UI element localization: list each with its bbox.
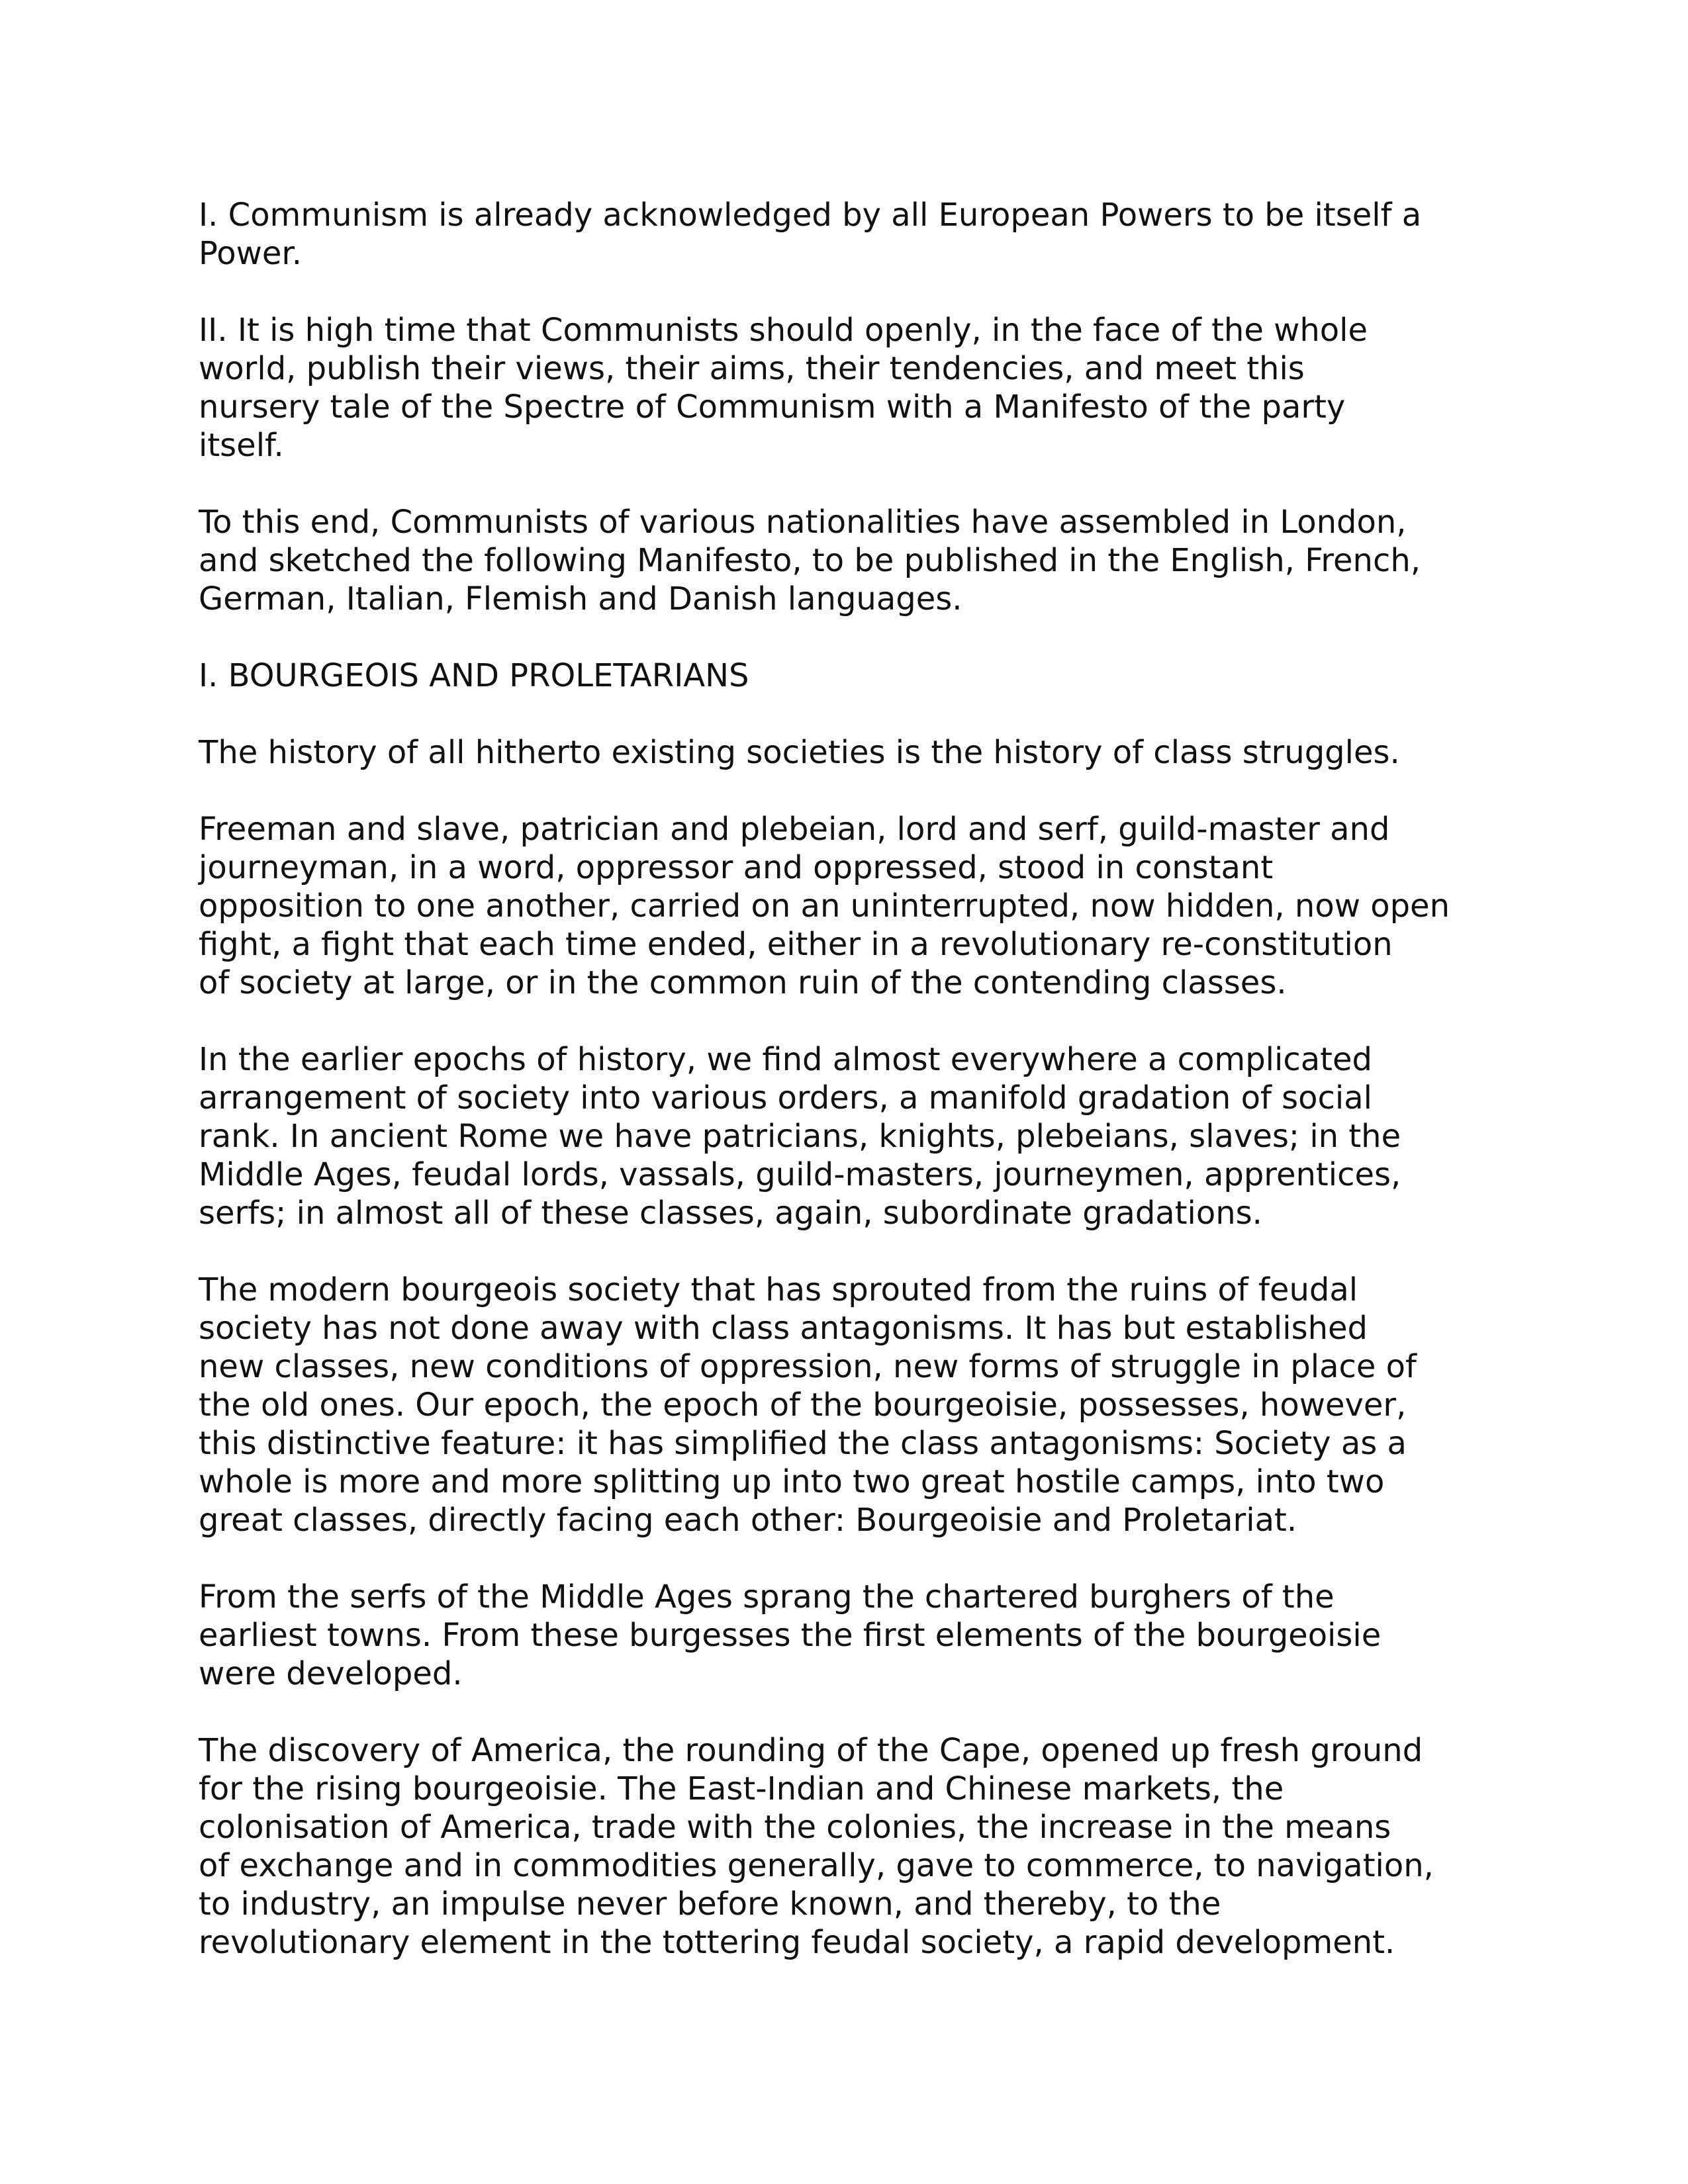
text-line: II. It is high time that Communists should openly, in the face of the whole <box>199 312 1368 349</box>
text-line: nursery tale of the Spectre of Communism with a Manifesto of the party <box>199 388 1346 426</box>
paragraph <box>199 1578 1496 1693</box>
text-line: itself. <box>199 427 284 464</box>
text-line: fight, a fight that each time ended, either in a revolutionary re-constitution <box>199 926 1393 963</box>
text-line: Middle Ages, feudal lords, vassals, guild-masters, journeymen, apprentices, <box>199 1156 1401 1193</box>
text-line: colonisation of America, trade with the colonies, the increase in the means <box>199 1809 1391 1846</box>
text-line: of society at large, or in the common ruin of the contending classes. <box>199 964 1287 1001</box>
paragraph <box>199 1040 1496 1232</box>
text-line: and sketched the following Manifesto, to be published in the English, French, <box>199 542 1421 579</box>
text-line: for the rising bourgeoisie. The East-Indian and Chinese markets, the <box>199 1770 1284 1807</box>
paragraph <box>199 1271 1496 1539</box>
text-line: Freeman and slave, patrician and plebeian, lord and serf, guild-master and <box>199 811 1390 848</box>
text-line: I. Communism is already acknowledged by all European Powers to be itself a <box>199 197 1422 234</box>
text-line: The modern bourgeois society that has sprouted from the ruins of feudal <box>199 1271 1358 1308</box>
text-line: were developed. <box>199 1655 463 1692</box>
text-line: opposition to one another, carried on an uninterrupted, now hidden, now open <box>199 887 1450 925</box>
text-line: world, publish their views, their aims, their tendencies, and meet this <box>199 350 1305 387</box>
text-line: new classes, new conditions of oppression, new forms of struggle in place of <box>199 1348 1417 1385</box>
document-body <box>199 196 1496 2000</box>
text-line: great classes, directly facing each other: Bourgeoisie and Proletariat. <box>199 1502 1297 1539</box>
text-line: To this end, Communists of various nationalities have assembled in London, <box>199 504 1407 541</box>
text-line: In the earlier epochs of history, we find almost everywhere a complicated <box>199 1041 1372 1078</box>
paragraph <box>199 503 1496 618</box>
paragraph <box>199 733 1496 772</box>
text-line: earliest towns. From these burgesses the first elements of the bourgeoisie <box>199 1617 1382 1654</box>
text-line: The history of all hitherto existing societies is the history of class struggles. <box>199 734 1400 771</box>
text-line: I. BOURGEOIS AND PROLETARIANS <box>199 657 749 694</box>
paragraph <box>199 311 1496 465</box>
text-line: arrangement of society into various orders, a manifold gradation of social <box>199 1079 1372 1116</box>
paragraph <box>199 810 1496 1002</box>
text-line: Power. <box>199 235 302 272</box>
text-line: of exchange and in commodities generally, gave to commerce, to navigation, <box>199 1847 1434 1884</box>
paragraph <box>199 196 1496 273</box>
text-line: rank. In ancient Rome we have patricians, knights, plebeians, slaves; in the <box>199 1118 1401 1155</box>
text-line: to industry, an impulse never before known, and thereby, to the <box>199 1886 1221 1923</box>
text-line: this distinctive feature: it has simplified the class antagonisms: Society as a <box>199 1425 1407 1462</box>
text-line: society has not done away with class antagonisms. It has but established <box>199 1310 1368 1347</box>
text-line: revolutionary element in the tottering feudal society, a rapid development. <box>199 1924 1395 1961</box>
text-line: The discovery of America, the rounding of the Cape, opened up fresh ground <box>199 1732 1423 1769</box>
text-line: whole is more and more splitting up into two great hostile camps, into two <box>199 1463 1385 1500</box>
text-line: From the serfs of the Middle Ages sprang the chartered burghers of the <box>199 1578 1335 1615</box>
text-line: journeyman, in a word, oppressor and oppressed, stood in constant <box>199 849 1274 886</box>
text-line: serfs; in almost all of these classes, again, subordinate gradations. <box>199 1195 1262 1232</box>
paragraph <box>199 1731 1496 1962</box>
section-heading <box>199 657 1496 695</box>
text-line: German, Italian, Flemish and Danish languages. <box>199 580 962 617</box>
text-line: the old ones. Our epoch, the epoch of the bourgeoisie, possesses, however, <box>199 1387 1407 1424</box>
